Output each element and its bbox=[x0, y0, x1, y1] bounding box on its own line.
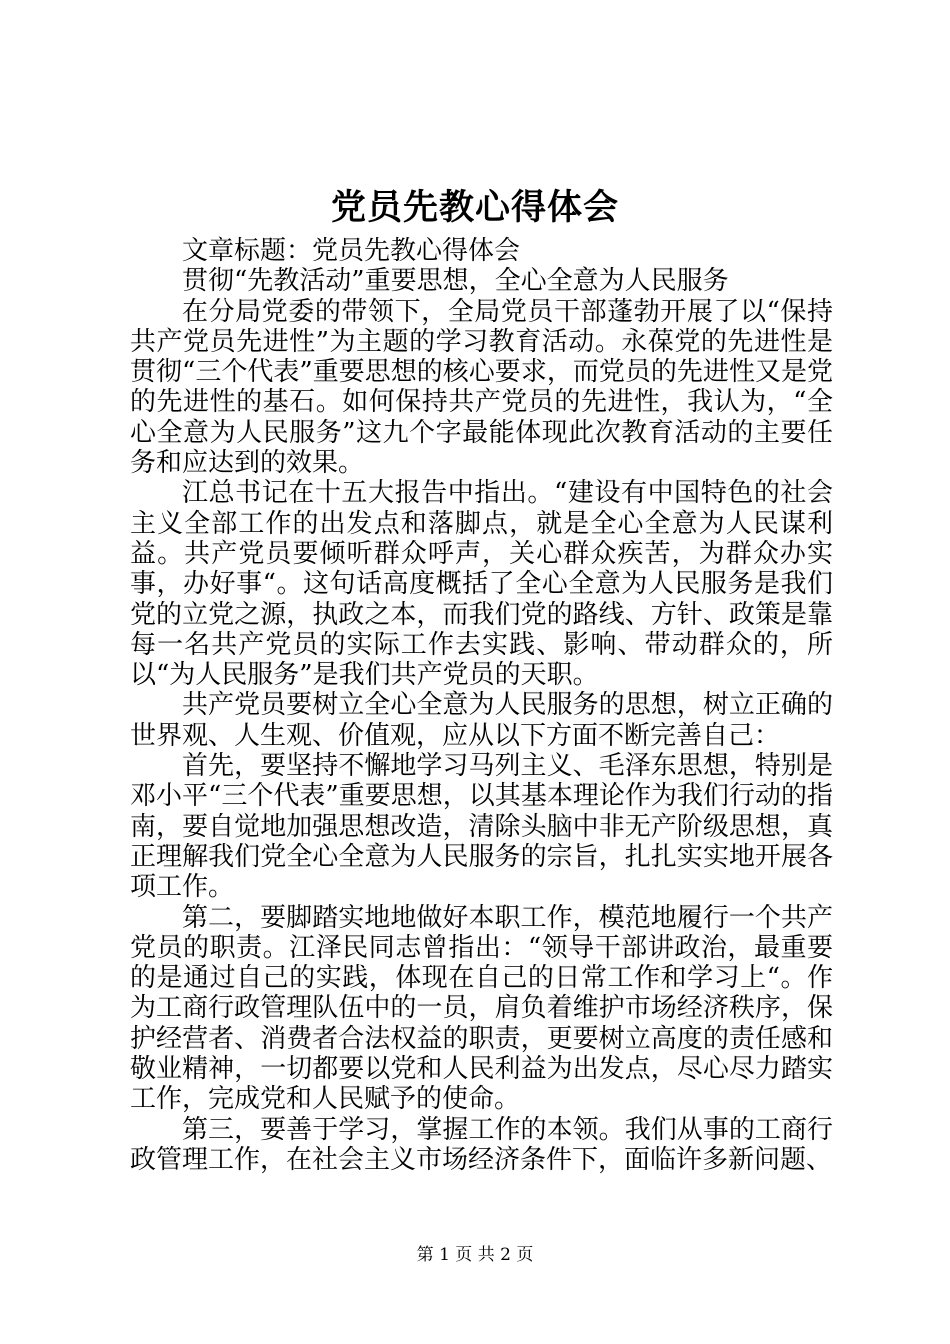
paragraph: 江总书记在十五大报告中指出。“建设有中国特色的社会主义全部工作的出发点和落脚点，就是全心全意为人民谋利益。共产党员要倾听群众呼声，关心群众疾苦，为群众办实事，办好事“。这句话高度概括了全心全意为人民服务是我们党的立党之源，执政之本，而我们党的路线、方针、政策是靠每一名共产党员的实际工作去实践、影响、带动群众的，所以“为人民服务”是我们共产党员的天职。 bbox=[130, 478, 833, 691]
paragraph: 第二，要脚踏实地地做好本职工作，模范地履行一个共产党员的职责。江泽民同志曾指出：“领导干部讲政治，最重要的是通过自己的实践，体现在自己的日常工作和学习上“。作为工商行政管理队伍中的一员，肩负着维护市场经济秩序，保护经营者、消费者合法权益的职责，更要树立高度的责任感和敬业精神，一切都要以党和人民利益为出发点，尽心尽力踏实工作，完成党和人民赋予的使命。 bbox=[130, 902, 833, 1115]
paragraph: 首先，要坚持不懈地学习马列主义、毛泽东思想，特别是邓小平“三个代表”重要思想，以其基本理论作为我们行动的指南，要自觉地加强思想改造，清除头脑中非无产阶级思想，真正理解我们党全心全意为人民服务的宗旨，扎扎实实地开展各项工作。 bbox=[130, 751, 833, 903]
paragraph-article-title: 文章标题：党员先教心得体会 bbox=[182, 236, 521, 266]
document-body bbox=[130, 236, 833, 1175]
page-footer: 第 1 页 共 2 页 bbox=[416, 1245, 534, 1265]
paragraph: 在分局党委的带领下，全局党员干部蓬勃开展了以“保持共产党员先进性”为主题的学习教育活动。永葆党的先进性是贯彻“三个代表”重要思想的核心要求，而党员的先进性又是党的先进性的基石。如何保持共产党员的先进性，我认为，“全心全意为人民服务”这九个字最能体现此次教育活动的主要任务和应达到的效果。 bbox=[130, 296, 833, 479]
page-title: 党员先教心得体会 bbox=[330, 187, 619, 228]
paragraph-subtitle: 贯彻“先教活动”重要思想，全心全意为人民服务 bbox=[182, 266, 729, 297]
paragraph: 共产党员要树立全心全意为人民服务的思想，树立正确的世界观、人生观、价值观，应从以下方面不断完善自己： bbox=[130, 690, 833, 751]
paragraph: 第三，要善于学习，掌握工作的本领。我们从事的工商行政管理工作，在社会主义市场经济条件下，面临许多新问题、 bbox=[130, 1114, 833, 1175]
